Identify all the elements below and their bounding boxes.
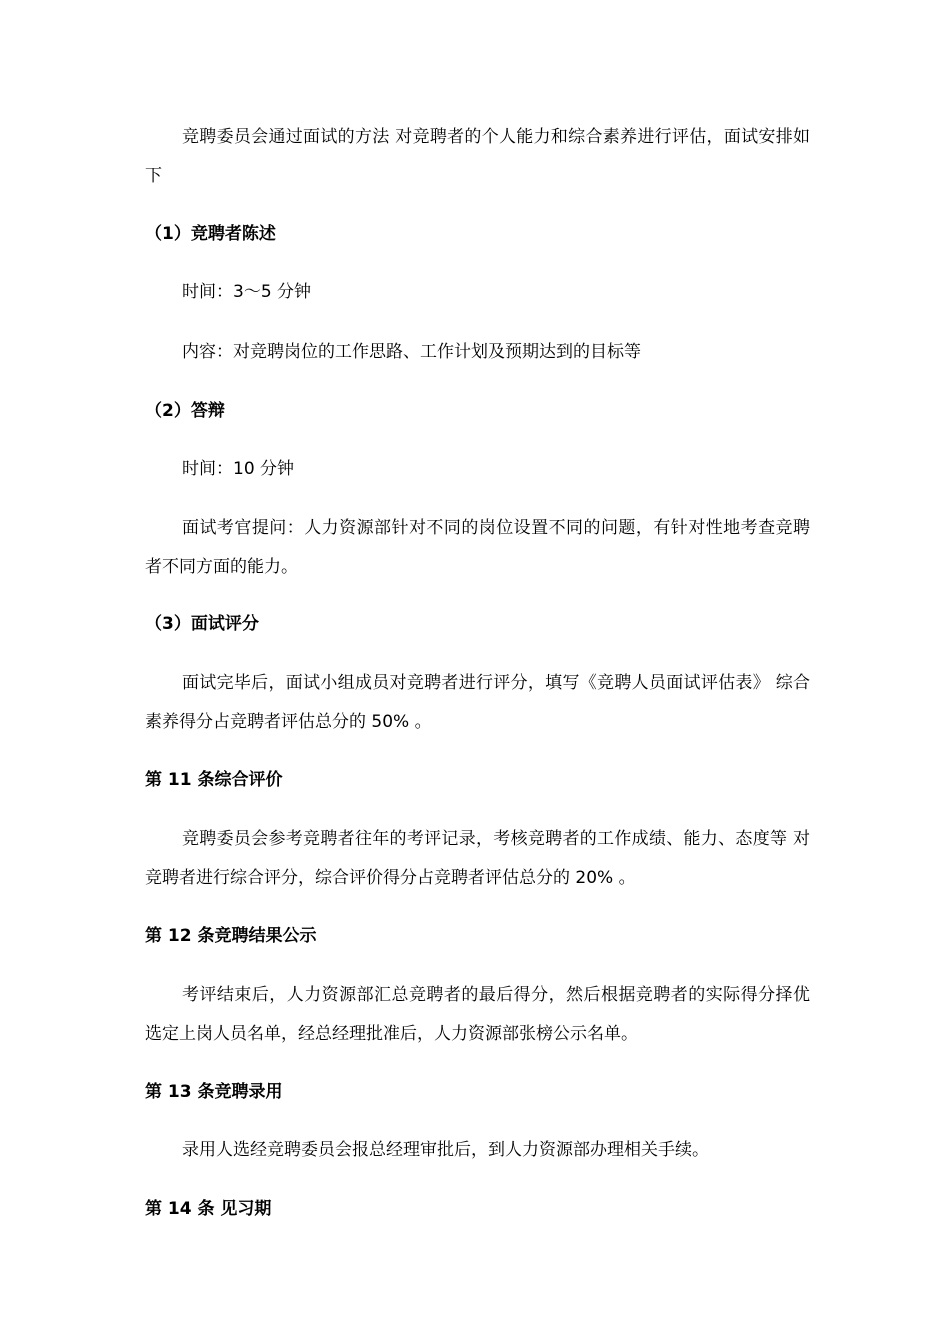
defense-time-paragraph: 时间：10 分钟: [182, 459, 295, 479]
article-12-paragraph: 考评结束后，人力资源部汇总竞聘者的最后得分，然后根据竞聘者的实际得分择优选定上岗人员名单，经总经理批准后，人力资源部张榜公示名单。: [145, 985, 810, 1044]
article-11-heading: 第 11 条综合评价: [145, 770, 283, 790]
intro-paragraph: 竞聘委员会通过面试的方法 对竞聘者的个人能力和综合素养进行评估，面试安排如下: [145, 127, 810, 186]
article-14-heading: 第 14 条 见习期: [145, 1199, 272, 1219]
section-heading-defense: （2）答辩: [145, 401, 225, 421]
article-13-paragraph: 录用人选经竞聘委员会报总经理审批后，到人力资源部办理相关手续。: [182, 1140, 709, 1160]
defense-questions-paragraph: 面试考官提问：人力资源部针对不同的岗位设置不同的问题，有针对性地考查竞聘者不同方面的能力。: [145, 518, 810, 577]
article-12-heading: 第 12 条竞聘结果公示: [145, 926, 317, 946]
section-heading-scoring: （3）面试评分: [145, 614, 259, 634]
statement-time-paragraph: 时间：3～5 分钟: [182, 282, 312, 302]
article-11-paragraph: 竞聘委员会参考竞聘者往年的考评记录，考核竞聘者的工作成绩、能力、态度等 对竞聘者进行综合评分，综合评价得分占竞聘者评估总分的 20% 。: [145, 829, 810, 888]
statement-content-paragraph: 内容：对竞聘岗位的工作思路、工作计划及预期达到的目标等: [182, 342, 641, 362]
scoring-paragraph: 面试完毕后，面试小组成员对竞聘者进行评分，填写《竞聘人员面试评估表》 综合素养得分占竞聘者评估总分的 50% 。: [145, 673, 810, 732]
section-heading-statement: （1）竞聘者陈述: [145, 224, 276, 244]
article-13-heading: 第 13 条竞聘录用: [145, 1082, 283, 1102]
